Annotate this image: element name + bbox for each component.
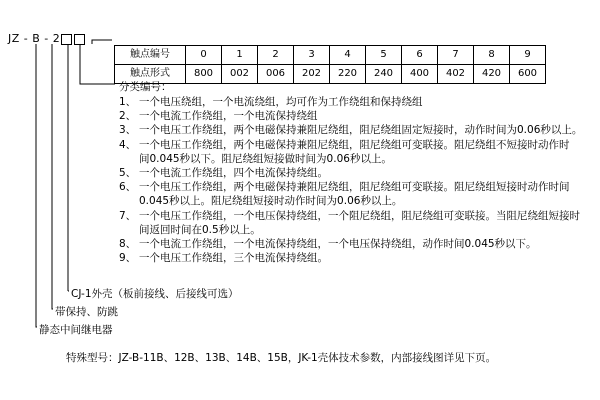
form-cell-8: 420 xyxy=(474,65,510,84)
anti-jump-label: 带保持、防跳 xyxy=(55,306,118,318)
number-cell-5: 5 xyxy=(366,46,402,65)
list-item-text: 一个电压工作绕组，三个电流保持绕组。 xyxy=(139,252,328,265)
list-item-text: 一个电压绕组，一个电流绕组，均可作为工作绕组和保持绕组 xyxy=(139,96,423,108)
category-list xyxy=(119,95,593,265)
list-item-text: 一个电压工作绕组，两个电磁保持兼阻尼绕组，阻尼绕组可变联接。阻尼绕组短接时动作时间 xyxy=(139,181,570,194)
list-item-text: 一个电流工作绕组，一个电流保持绕组，一个电压保持绕组，动作时间0.045秒以下。 xyxy=(139,238,537,251)
list-item-number: 3、 xyxy=(119,124,137,137)
model-code-prefix: JZ - B - 2 xyxy=(8,32,61,45)
form-cell-4: 220 xyxy=(330,65,366,84)
row-header-form: 触点形式 xyxy=(115,65,186,84)
model-code xyxy=(8,32,86,45)
list-item-text: 一个电压工作绕组，两个电磁保持兼阻尼绕组，阻尼绕组可变联接。阻尼绕组不短接时动作时 xyxy=(139,138,570,151)
number-cell-4: 4 xyxy=(330,46,366,65)
table-row xyxy=(115,65,546,84)
form-cell-1: 002 xyxy=(222,65,258,84)
list-item-text: 间0.045秒以下。阻尼绕组短接做时间为0.06秒以上。 xyxy=(139,152,392,165)
list-item xyxy=(119,138,593,152)
list-item-number: 6、 xyxy=(119,181,137,194)
relay-type-label: 静态中间继电器 xyxy=(39,324,113,336)
contact-table-wrapper xyxy=(114,45,546,84)
list-item xyxy=(119,180,593,194)
list-item xyxy=(119,95,593,109)
form-cell-9: 600 xyxy=(510,65,546,84)
list-item-text: 0.045秒以上。阻尼绕组短接时动作时间为0.06秒以上。 xyxy=(139,195,403,208)
list-item-cont xyxy=(119,194,593,208)
number-cell-2: 2 xyxy=(258,46,294,65)
list-item-cont xyxy=(119,152,593,166)
list-item-number: 9、 xyxy=(119,252,137,265)
list-item xyxy=(119,109,593,123)
number-cell-8: 8 xyxy=(474,46,510,65)
number-cell-3: 3 xyxy=(294,46,330,65)
number-cell-0: 0 xyxy=(186,46,222,65)
form-cell-2: 006 xyxy=(258,65,294,84)
list-item-cont xyxy=(119,223,593,237)
shell-label: CJ-1外壳（板前接线、后接线可选） xyxy=(71,288,239,300)
form-cell-5: 240 xyxy=(366,65,402,84)
list-item-number: 7、 xyxy=(119,209,137,222)
list-item-text: 一个电压工作绕组，两个电磁保持兼阻尼绕组，阻尼绕组固定短接时，动作时间为0.06秒以上。 xyxy=(139,124,583,137)
number-cell-7: 7 xyxy=(438,46,474,65)
list-item-text: 间返回时间在0.5秒以上。 xyxy=(139,223,261,236)
form-cell-7: 402 xyxy=(438,65,474,84)
row-header-number: 触点编号 xyxy=(115,46,186,65)
list-item-text: 一个电流工作绕组，四个电流保持绕组。 xyxy=(139,167,328,180)
number-cell-9: 9 xyxy=(510,46,546,65)
form-cell-0: 800 xyxy=(186,65,222,84)
table-row xyxy=(115,46,546,65)
form-cell-6: 400 xyxy=(402,65,438,84)
list-item xyxy=(119,251,593,265)
list-item xyxy=(119,237,593,251)
list-item-number: 8、 xyxy=(119,238,137,251)
list-item-number: 5、 xyxy=(119,167,137,180)
category-title: 分类编号： xyxy=(119,81,172,93)
list-item xyxy=(119,166,593,180)
list-item-number: 4、 xyxy=(119,138,137,151)
list-item-number: 2、 xyxy=(119,110,137,123)
list-item-text: 一个电流工作绕组，一个电流保持绕组 xyxy=(139,110,318,123)
number-cell-6: 6 xyxy=(402,46,438,65)
list-item xyxy=(119,209,593,223)
list-item-number: 1、 xyxy=(119,96,137,108)
list-item-text: 一个电压工作绕组，一个电压保持绕组，一个阻尼绕组，阻尼绕组可变联接。当阻尼绕组短接时 xyxy=(139,209,580,222)
model-code-box-1 xyxy=(61,34,72,45)
list-item xyxy=(119,123,593,137)
form-cell-3: 202 xyxy=(294,65,330,84)
contact-table xyxy=(114,45,546,84)
special-model-note: 特殊型号：JZ-B-11B、12B、13B、14B、15B，JK-1壳体技术参数，内部接线图详见下页。 xyxy=(66,352,497,364)
model-code-box-2 xyxy=(74,34,85,45)
number-cell-1: 1 xyxy=(222,46,258,65)
